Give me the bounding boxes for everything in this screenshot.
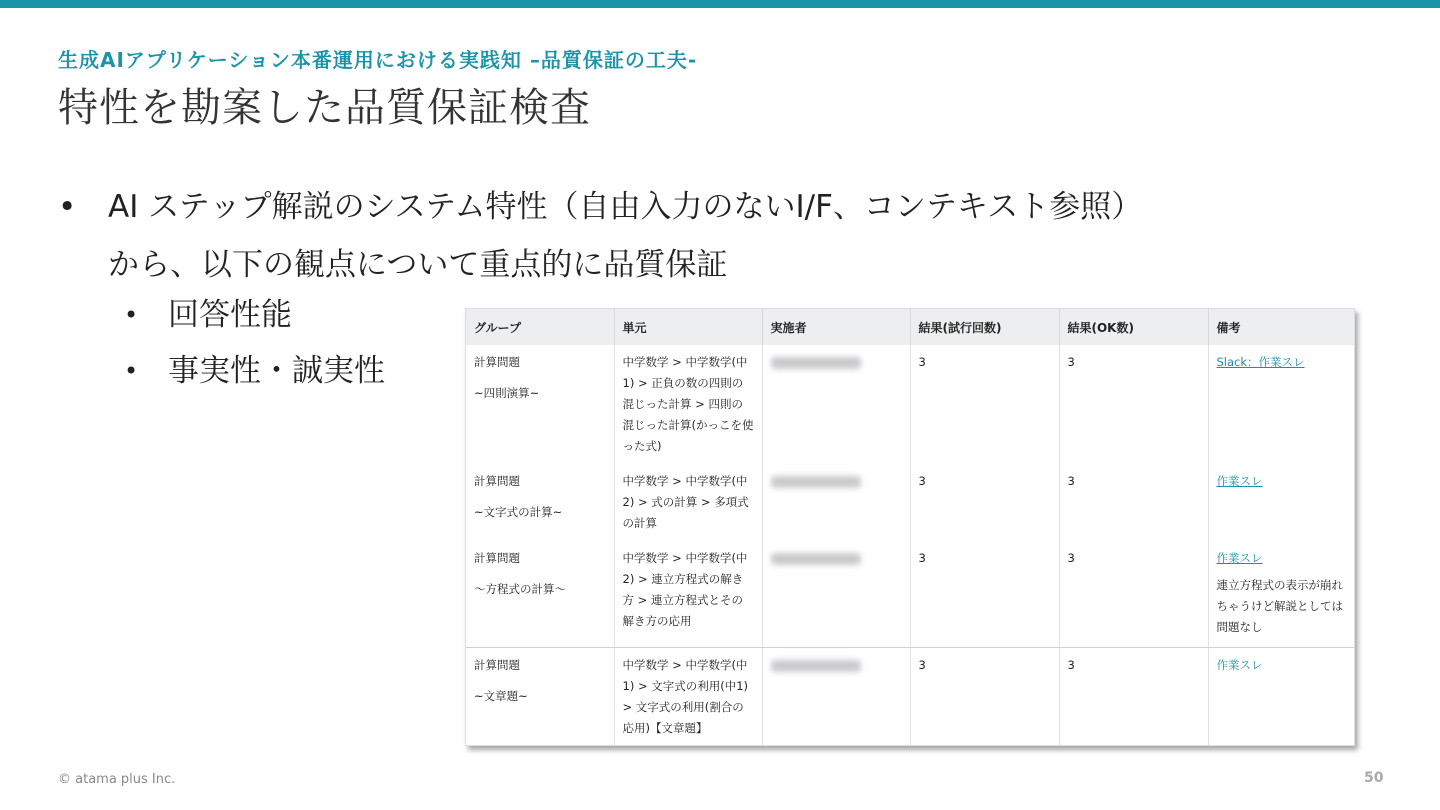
cell-ok: 3 xyxy=(1059,647,1208,746)
header-notes: 備考 xyxy=(1208,309,1355,345)
copyright: © atama plus Inc. xyxy=(58,772,176,787)
cell-ok: 3 xyxy=(1059,464,1208,541)
sub-bullet-factuality xyxy=(124,342,385,400)
remark-text: 連立方程式の表示が崩れちゃうけど解説としては問題なし xyxy=(1216,578,1343,634)
bullet-dot: • xyxy=(124,301,139,329)
qa-results-table xyxy=(466,309,1355,746)
bullet-dot: • xyxy=(124,357,139,385)
cell-unit: 中学数学 > 中学数学(中2) > 式の計算 > 多項式の計算 xyxy=(614,464,762,541)
qa-results-table-screenshot xyxy=(465,308,1355,746)
header-ok: 結果(OK数) xyxy=(1059,309,1208,345)
redacted-assignee xyxy=(771,357,861,369)
cell-assignee xyxy=(762,345,910,464)
header-tries: 結果(試行回数) xyxy=(910,309,1059,345)
work-thread-link[interactable]: 作業スレ xyxy=(1216,474,1263,488)
slide-title: 特性を勘案した品質保証検査 xyxy=(58,85,591,131)
group-name: 計算問題 xyxy=(474,657,520,672)
group-subname: 〜方程式の計算〜 xyxy=(474,582,566,596)
cell-unit: 中学数学 > 中学数学(中2) > 連立方程式の解き方 > 連立方程式とその解き方の応用 xyxy=(614,541,762,647)
cell-unit: 中学数学 > 中学数学(中1) > 文字式の利用(中1) > 文字式の利用(割合の応用)【文章題】 xyxy=(614,647,762,746)
cell-ok: 3 xyxy=(1059,541,1208,647)
header-assignee: 実施者 xyxy=(762,309,910,345)
redacted-assignee xyxy=(771,553,861,565)
cell-notes xyxy=(1208,345,1355,464)
group-subname: ~四則演算~ xyxy=(474,386,540,400)
bullet-text-line1: AI ステップ解説のシステム特性（自由入力のないI/F、コンテキスト参照） xyxy=(108,189,1143,225)
cell-group xyxy=(466,541,614,647)
cell-assignee xyxy=(762,464,910,541)
table-header-row xyxy=(466,309,1355,345)
group-name: 計算問題 xyxy=(474,355,520,369)
table-row xyxy=(466,464,1355,541)
redacted-assignee xyxy=(771,476,861,488)
cell-tries: 3 xyxy=(910,345,1059,464)
header-unit: 単元 xyxy=(614,309,762,345)
group-subname: ~文字式の計算~ xyxy=(474,505,563,519)
section-kicker: 生成AIアプリケーション本番運用における実践知 –品質保証の工夫- xyxy=(58,48,698,72)
redacted-assignee xyxy=(771,660,861,672)
sub-bullet-performance xyxy=(124,286,292,344)
page-number: 50 xyxy=(1364,770,1384,786)
cell-unit: 中学数学 > 中学数学(中1) > 正負の数の四則の混じった計算 > 四則の混じった計算(かっこを使った式) xyxy=(614,345,762,464)
cell-assignee xyxy=(762,541,910,647)
bullet-dot: • xyxy=(58,189,77,225)
cell-tries: 3 xyxy=(910,647,1059,746)
cell-tries: 3 xyxy=(910,464,1059,541)
table-row xyxy=(466,541,1355,647)
bullet-text-line2: から、以下の観点について重点的に品質保証 xyxy=(108,247,728,283)
cell-notes xyxy=(1208,464,1355,541)
table-row xyxy=(466,345,1355,464)
header-group: グループ xyxy=(466,309,614,345)
sub-bullet-text: 事実性・誠実性 xyxy=(168,353,385,389)
cell-group xyxy=(466,464,614,541)
cell-group xyxy=(466,647,614,746)
slack-thread-link[interactable]: Slack：作業スレ xyxy=(1216,355,1305,369)
cell-notes xyxy=(1208,541,1355,647)
group-subname: ~文章題~ xyxy=(474,688,528,703)
cell-tries: 3 xyxy=(910,541,1059,647)
cell-group xyxy=(466,345,614,464)
group-name: 計算問題 xyxy=(474,551,520,565)
top-accent-bar xyxy=(0,0,1440,8)
cell-ok: 3 xyxy=(1059,345,1208,464)
group-name: 計算問題 xyxy=(474,474,520,488)
work-thread-link[interactable]: 作業スレ xyxy=(1216,657,1263,672)
cell-notes xyxy=(1208,647,1355,746)
work-thread-link[interactable]: 作業スレ xyxy=(1216,551,1263,565)
cell-assignee xyxy=(762,647,910,746)
sub-bullet-text: 回答性能 xyxy=(168,297,292,333)
table-row xyxy=(466,647,1355,746)
